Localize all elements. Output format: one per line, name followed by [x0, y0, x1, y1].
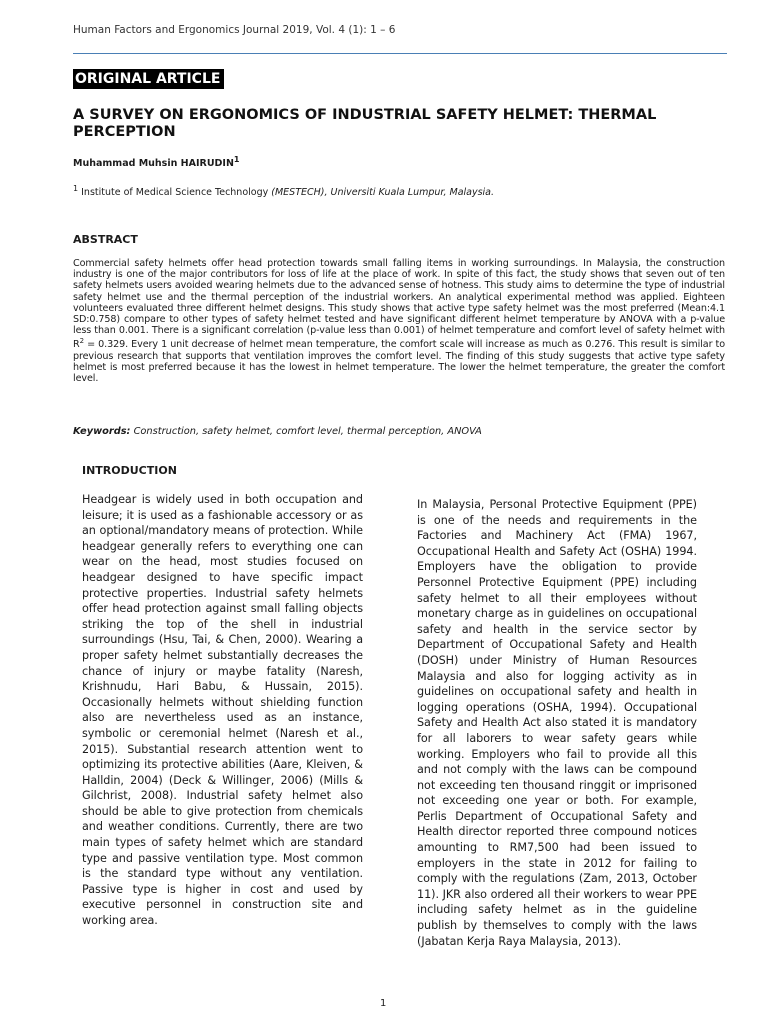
page-number: 1 [380, 998, 387, 1009]
abstract-body [73, 258, 725, 384]
keywords-line [73, 426, 482, 437]
author-superscript: 1 [233, 155, 240, 164]
abstract-superscript: 2 [79, 337, 84, 346]
journal-header: Human Factors and Ergonomics Journal 2019, Vol. 4 (1): 1 – 6 [73, 24, 396, 36]
abstract-text-part1: Commercial safety helmets offer head protection towards small falling items in working surroundings. In Malaysia, the construction industry is one of the major contributors for loss of life at the place of work. In spite of this fact, the study shows that seven out of ten safety helmets users avoided wearing helmets due to the advanced sense of hotness. This study aims to determine the type of industrial safety helmet use and the thermal perception of the industrial workers. An analytical experimental method was applied. Eighteen volunteers evaluated three different helmet designs. This study shows that active type safety helmet was the most preferred (Mean:4.1 SD:0.758) compare to other types of safety helmet tested and have significant different helmet temperature by ANOVA with a p-value less than 0.001. There is a significant correlation (p-value less than 0.001) of helmet temperature and comfort level of safety helmet with R [73, 258, 725, 351]
affiliation-detail: (MESTECH), Universiti Kuala Lumpur, Malaysia. [271, 187, 495, 199]
affiliation-institute: Institute of Medical Science Technology [81, 187, 269, 199]
introduction-right-column: In Malaysia, Personal Protective Equipment (PPE) is one of the needs and requirements in the Factories and Machinery Act (FMA) 1967, Occupational Health and Safety Act (OSHA) 1994. Employers have the obligation to provide Personnel Protective Equipment (PPE) including safety helmet to all their employees without monetary charge as in guidelines on occupational safety and health in the service sector by Department of Occupational Safety and Health (DOSH) under Ministry of Human Resources Malaysia and also for logging activity as in guidelines on occupational safety and health in logging operations (OSHA, 1994). Occupational Safety and Health Act also stated it is mandatory for all laborers to wear safety gears while working. Employers who fail to provide all this and not comply with the laws can be compound not exceeding ten thousand ringgit or imprisoned not exceeding one year or both. For example, Perlis Department of Occupational Safety and Health director reported three compound notices amounting to RM7,500 had been issued to employers in the state in 2012 for failing to comply with the regulations (Zam, 2013, October 11). JKR also ordered all their workers to wear PPE including safety helmet as in the guideline publish by themselves to comply with the laws (Jabatan Kerja Raya Malaysia, 2013). [417, 498, 697, 948]
affiliation-superscript: 1 [73, 184, 79, 193]
article-type-badge: ORIGINAL ARTICLE [73, 69, 224, 89]
keywords-value: Construction, safety helmet, comfort level, thermal perception, ANOVA [133, 426, 482, 437]
header-divider [73, 53, 727, 54]
abstract-heading: ABSTRACT [73, 233, 138, 246]
abstract-text-part2: = 0.329. Every 1 unit decrease of helmet mean temperature, the comfort scale will increase as much as 0.276. This result is similar to previous research that supports that ventilation improves the comfort level. The finding of this study suggests that active type safety helmet is most preferred because it has the lowest in helmet temperature. The lower the helmet temperature, the greater the comfort level. [73, 339, 725, 385]
article-title: A SURVEY ON ERGONOMICS OF INDUSTRIAL SAFETY HELMET: THERMAL PERCEPTION [73, 107, 657, 140]
author-line [73, 155, 239, 169]
affiliation [73, 184, 494, 198]
author-name: Muhammad Muhsin HAIRUDIN [73, 158, 234, 170]
keywords-label: Keywords: [73, 426, 131, 437]
introduction-heading: INTRODUCTION [82, 464, 177, 477]
introduction-left-column: Headgear is widely used in both occupation and leisure; it is used as a fashionable accessory or as an optional/mandatory means of protection. While headgear generally refers to everything one can wear on the head, most studies focused on headgear designed to have specific impact protective properties. Industrial safety helmets offer head protection against small falling objects striking the top of the shell in industrial surroundings (Hsu, Tai, & Chen, 2000). Wearing a proper safety helmet substantially decreases the chance of injury or maybe fatality (Naresh, Krishnudu, Hari Babu, & Hussain, 2015). Occasionally helmets without shielding function also are nevertheless used as an instance, symbolic or ceremonial helmet (Naresh et al., 2015). Substantial research attention went to optimizing its protective abilities (Aare, Kleiven, & Halldin, 2004) (Deck & Willinger, 2006) (Mills & Gilchrist, 2008). Industrial safety helmet also should be able to give protection from chemicals and weather conditions. Currently, there are two main types of safety helmet which are standard type and passive ventilation type. Most common is the standard type without any ventilation. Passive type is higher in cost and used by executive personnel in construction site and working area. [82, 493, 363, 928]
